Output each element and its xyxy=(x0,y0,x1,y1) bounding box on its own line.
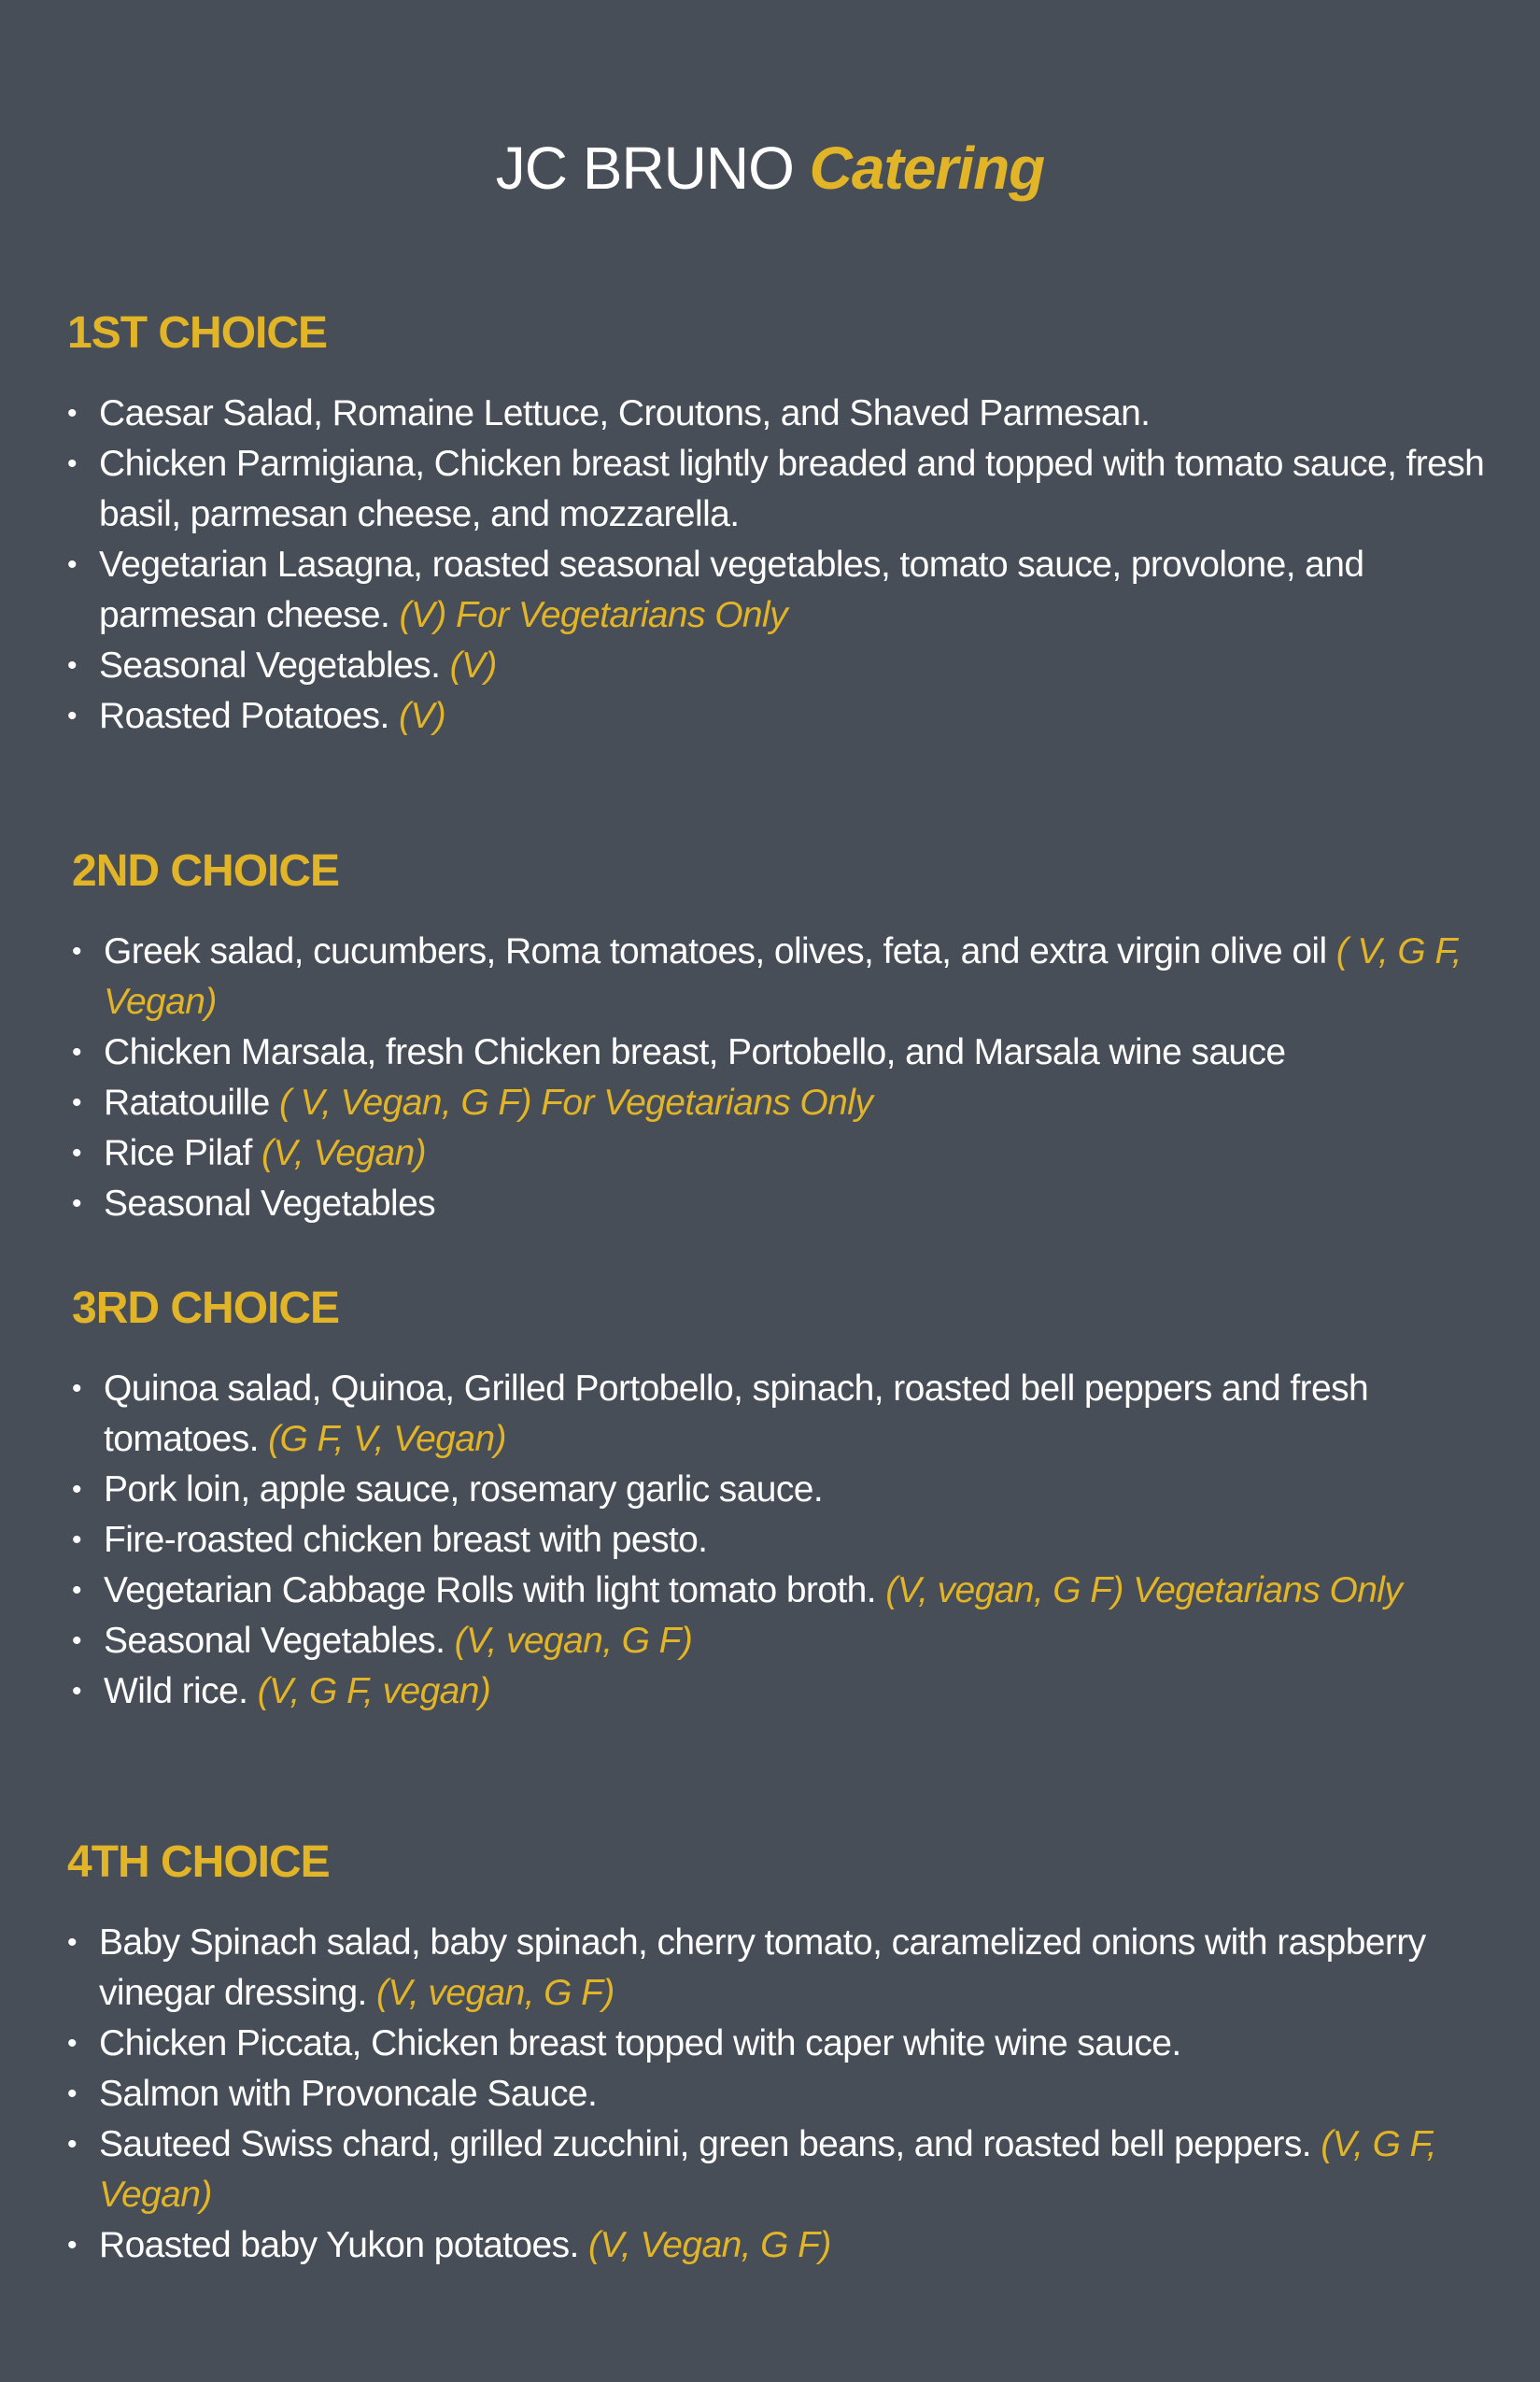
menu-item-text: Baby Spinach salad, baby spinach, cherry tomato, caramelized onions with raspberry vinegar dressing. xyxy=(99,1921,1426,2013)
menu-item xyxy=(67,540,1524,641)
menu-item xyxy=(72,1515,1529,1566)
page-title xyxy=(0,133,1540,205)
menu-item xyxy=(67,1918,1524,2019)
menu-item xyxy=(67,691,1524,742)
dietary-tag: (V, vegan, G F) xyxy=(454,1620,693,1661)
menu-section-2nd-choice xyxy=(72,844,1529,1229)
menu-item-text: Vegetarian Lasagna, roasted seasonal vegetables, tomato sauce, provolone, and parmesan cheese. xyxy=(99,544,1364,635)
menu-item xyxy=(72,1364,1529,1465)
dietary-tag: ( V, Vegan, G F) For Vegetarians Only xyxy=(278,1082,873,1123)
dietary-tag: (G F, V, Vegan) xyxy=(268,1418,506,1459)
menu-item xyxy=(72,1566,1529,1616)
menu-item-text: Seasonal Vegetables. xyxy=(104,1620,445,1661)
menu-item-list xyxy=(72,1364,1529,1717)
section-title: 4TH CHOICE xyxy=(67,1837,330,1887)
dietary-tag: (V, G F, Vegan) xyxy=(99,2123,1436,2215)
menu-item xyxy=(72,1128,1529,1179)
menu-item-text: Ratatouille xyxy=(104,1082,270,1123)
menu-item-text: Seasonal Vegetables. xyxy=(99,645,441,686)
menu-item xyxy=(67,2069,1524,2120)
menu-item xyxy=(72,1028,1529,1078)
menu-section-4th-choice xyxy=(67,1836,1524,2271)
dietary-tag: (V) xyxy=(398,695,446,736)
menu-item xyxy=(67,389,1524,439)
menu-item-text: Fire-roasted chicken breast with pesto. xyxy=(104,1519,708,1560)
menu-item xyxy=(72,1179,1529,1229)
dietary-tag: (V) xyxy=(449,645,497,686)
menu-item-text: Vegetarian Cabbage Rolls with light tomato broth. xyxy=(104,1569,876,1610)
menu-item-text: Chicken Piccata, Chicken breast topped with caper white wine sauce. xyxy=(99,2022,1181,2063)
menu-item xyxy=(67,2019,1524,2069)
menu-item-text: Salmon with Provoncale Sauce. xyxy=(99,2073,598,2114)
dietary-tag: (V) For Vegetarians Only xyxy=(399,594,787,635)
menu-item xyxy=(72,1666,1529,1717)
dietary-tag: ( V, G F, Vegan) xyxy=(104,930,1462,1022)
menu-item-text: Caesar Salad, Romaine Lettuce, Croutons, and Shaved Parmesan. xyxy=(99,392,1151,433)
menu-item-list xyxy=(67,1918,1524,2271)
menu-item xyxy=(72,1465,1529,1515)
menu-item-text: Roasted Potatoes. xyxy=(99,695,389,736)
menu-item-list xyxy=(72,927,1529,1229)
menu-item xyxy=(67,2120,1524,2220)
menu-item-text: Chicken Parmigiana, Chicken breast lightly breaded and topped with tomato sauce, fresh basil, parmesan cheese, and mozzarella. xyxy=(99,443,1485,534)
menu-item-text: Greek salad, cucumbers, Roma tomatoes, olives, feta, and extra virgin olive oil xyxy=(104,930,1327,971)
menu-item xyxy=(67,439,1524,540)
menu-item-text: Wild rice. xyxy=(104,1670,248,1711)
menu-item-text: Quinoa salad, Quinoa, Grilled Portobello, spinach, roasted bell peppers and fresh tomatoes. xyxy=(104,1368,1369,1459)
menu-item-text: Pork loin, apple sauce, rosemary garlic sauce. xyxy=(104,1468,824,1510)
section-title: 1ST CHOICE xyxy=(67,308,328,358)
dietary-tag: (V, vegan, G F) Vegetarians Only xyxy=(885,1569,1403,1610)
menu-item xyxy=(67,641,1524,691)
menu-item-text: Roasted baby Yukon potatoes. xyxy=(99,2224,579,2265)
brand-subtitle: Catering xyxy=(809,135,1045,202)
section-title: 2ND CHOICE xyxy=(72,846,340,896)
menu-item-text: Sauteed Swiss chard, grilled zucchini, green beans, and roasted bell peppers. xyxy=(99,2123,1311,2164)
menu-item xyxy=(72,1078,1529,1128)
menu-item xyxy=(72,1616,1529,1666)
menu-item-text: Seasonal Vegetables xyxy=(104,1183,436,1224)
menu-item-list xyxy=(67,389,1524,742)
menu-item xyxy=(67,2220,1524,2271)
dietary-tag: (V, Vegan) xyxy=(261,1132,427,1173)
menu-section-1st-choice xyxy=(67,306,1524,742)
section-title: 3RD CHOICE xyxy=(72,1283,340,1333)
dietary-tag: (V, G F, vegan) xyxy=(257,1670,491,1711)
menu-item-text: Rice Pilaf xyxy=(104,1132,252,1173)
brand-name: JC BRUNO xyxy=(495,135,794,202)
menu-item-text: Chicken Marsala, fresh Chicken breast, Portobello, and Marsala wine sauce xyxy=(104,1031,1286,1072)
menu-section-3rd-choice xyxy=(72,1282,1529,1717)
dietary-tag: (V, Vegan, G F) xyxy=(587,2224,831,2265)
menu-item xyxy=(72,927,1529,1028)
dietary-tag: (V, vegan, G F) xyxy=(376,1972,615,2013)
